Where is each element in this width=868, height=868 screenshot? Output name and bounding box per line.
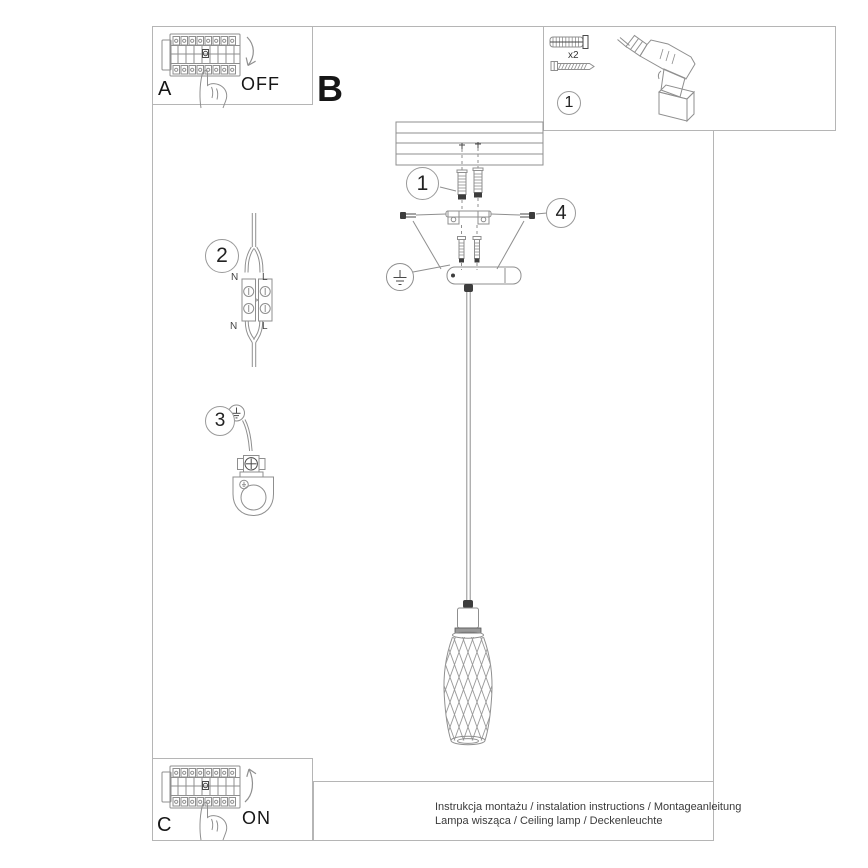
terminal-block-icon — [242, 279, 272, 321]
callout-plugs-text: 1 — [416, 171, 429, 195]
live-label-top: L — [262, 272, 268, 283]
screw-icon — [551, 62, 594, 71]
callout-plugs-number — [406, 167, 439, 200]
callout-wiring-number — [205, 239, 239, 273]
side-screw-right-icon — [520, 212, 535, 219]
section-a-label: A — [158, 78, 172, 100]
power-on-label: ON — [242, 808, 271, 828]
ground-wire — [243, 420, 253, 452]
callout-ground-text: 3 — [214, 410, 226, 431]
cable-top — [245, 213, 263, 273]
callout-screws-number — [546, 198, 576, 228]
caption-line-2: Lampa wisząca / Ceiling lamp / Deckenleuchte — [435, 815, 663, 827]
breaker-panel-icon — [162, 34, 240, 76]
canopy-icon — [447, 267, 521, 292]
earthing-illustration — [226, 400, 286, 520]
pendant-lamp-icon — [405, 600, 531, 752]
wall-plugs-pair-icon — [457, 168, 483, 200]
callout-ground-number — [205, 406, 235, 436]
ground-terminal-icon — [238, 456, 266, 478]
neutral-label-bottom: N — [230, 321, 238, 332]
ceiling-icon — [396, 122, 543, 165]
live-label-bottom: L — [262, 321, 268, 332]
caption-text — [435, 800, 741, 828]
curved-arrow-down-icon — [246, 37, 255, 66]
long-screws-icon — [458, 237, 482, 263]
mounting-bracket-icon — [446, 211, 491, 224]
caption-line-1: Instrukcja montażu / instalation instructions / Montageanleitung — [435, 801, 742, 813]
left-screw-link-line — [416, 214, 446, 215]
curved-arrow-up-icon — [245, 769, 256, 802]
drill-icon — [618, 36, 696, 122]
callout-screws-text: 4 — [555, 201, 567, 224]
breaker-off-illustration — [160, 30, 272, 108]
neutral-label-top: N — [231, 272, 239, 283]
section-b-label: B — [317, 68, 343, 109]
cage-lattice — [405, 630, 531, 752]
side-screw-left-icon — [400, 212, 416, 219]
power-off-label: OFF — [241, 74, 280, 94]
kit-step-number-text: 1 — [564, 94, 574, 111]
right-screw-link-line — [491, 214, 520, 215]
callout-wiring-text: 2 — [216, 244, 228, 267]
wiring-illustration — [228, 206, 303, 371]
pendant-cable — [467, 292, 470, 601]
canopy-projection-lines — [413, 221, 524, 269]
breaker-panel-icon — [162, 766, 240, 808]
callout-1-leader — [440, 187, 456, 191]
plug-quantity-label: x2 — [568, 50, 579, 61]
wall-plug-icon — [550, 36, 588, 49]
cable-bottom — [245, 321, 262, 367]
mounting-plate-icon — [233, 477, 274, 516]
section-c-label: C — [157, 814, 172, 836]
